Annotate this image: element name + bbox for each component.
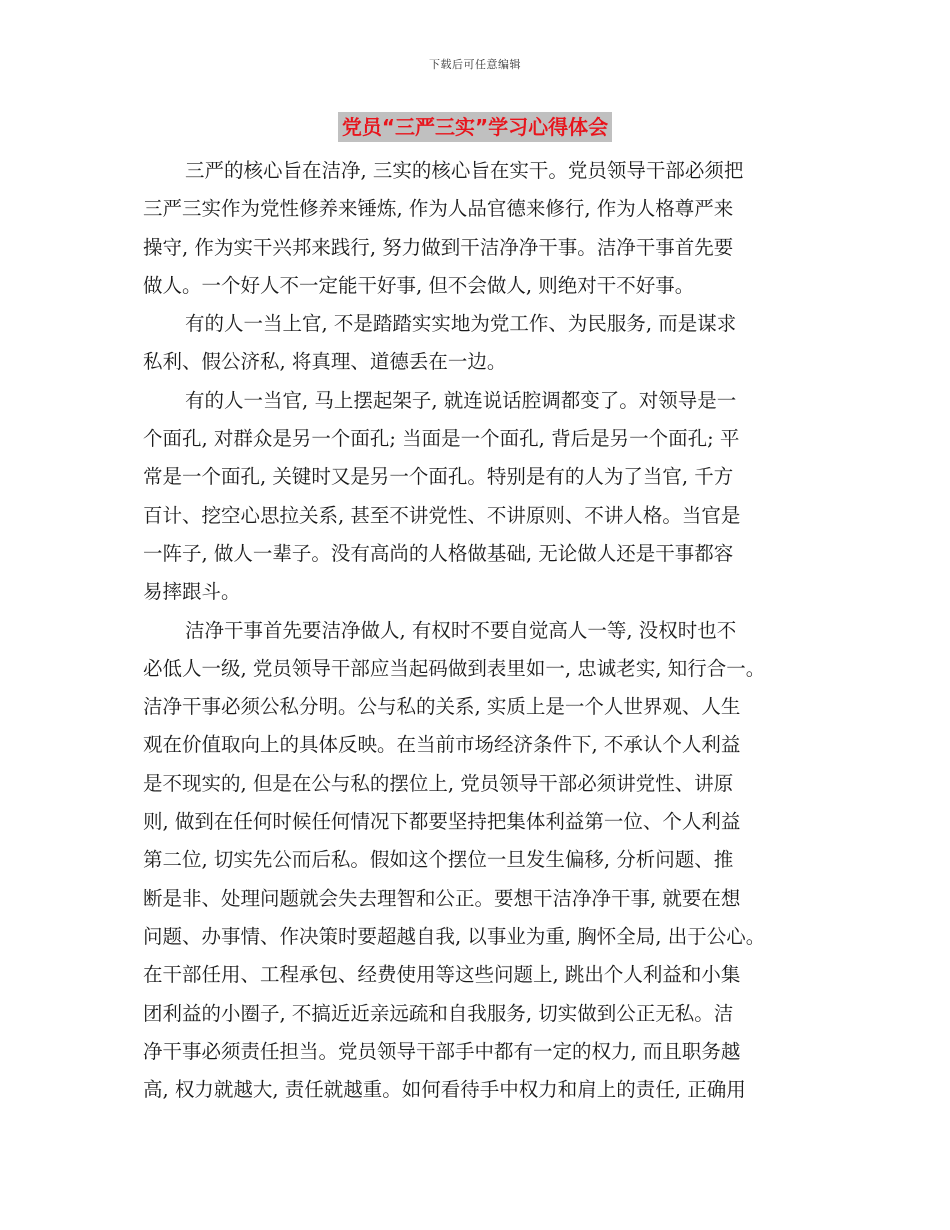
text-line: 是不现实的, 但是在公与私的摆位上, 党员领导干部必须讲党性、讲原 (143, 771, 734, 795)
text-line: 则, 做到在任何时候任何情况下都要坚持把集体利益第一位、个人利益 (143, 810, 741, 834)
text-line: 洁净干事首先要洁净做人, 有权时不要自觉高人一等, 没权时也不 (185, 618, 737, 642)
text-line: 三严三实作为党性修养来锤炼, 作为人品官德来修行, 作为人格尊严来 (143, 197, 734, 221)
text-line: 断是非、处理问题就会失去理智和公正。要想干洁净净干事, 就要在想 (143, 886, 741, 910)
text-line: 问题、办事情、作决策时要超越自我, 以事业为重, 胸怀全局, 出于公心。 (143, 924, 766, 948)
header-note: 下载后可任意编辑 (429, 58, 521, 71)
text-line: 观在价值取向上的具体反映。在当前市场经济条件下, 不承认个人利益 (143, 733, 741, 757)
title-wrap (0, 112, 950, 142)
text-line: 有的人一当上官, 不是踏踏实实地为党工作、为民服务, 而是谋求 (185, 312, 737, 336)
text-line: 私利、假公济私, 将真理、道德丢在一边。 (143, 350, 507, 374)
text-line: 高, 权力就越大, 责任就越重。如何看待手中权力和肩上的责任, 正确用 (143, 1078, 746, 1102)
text-line: 操守, 作为实干兴邦来践行, 努力做到干洁净净干事。洁净干事首先要 (143, 235, 734, 259)
text-line: 易摔跟斗。 (143, 580, 241, 604)
text-line: 百计、挖空心思拉关系, 甚至不讲党性、不讲原则、不讲人格。当官是 (143, 503, 741, 527)
text-line: 有的人一当官, 马上摆起架子, 就连说话腔调都变了。对领导是一 (185, 388, 737, 412)
text-line: 在干部任用、工程承包、经费使用等这些问题上, 跳出个人利益和小集 (143, 963, 741, 987)
text-line: 净干事必须责任担当。党员领导干部手中都有一定的权力, 而且职务越 (143, 1039, 741, 1063)
document-body (143, 152, 808, 1109)
text-line: 个面孔, 对群众是另一个面孔; 当面是一个面孔, 背后是另一个面孔; 平 (143, 427, 740, 451)
text-line: 团利益的小圈子, 不搞近近亲远疏和自我服务, 切实做到公正无私。洁 (143, 1001, 734, 1025)
text-line: 必低人一级, 党员领导干部应当起码做到表里如一, 忠诚老实, 知行合一。 (143, 656, 766, 680)
text-line: 常是一个面孔, 关键时又是另一个面孔。特别是有的人为了当官, 千方 (143, 465, 734, 489)
text-line: 三严的核心旨在洁净, 三实的核心旨在实干。党员领导干部必须把 (185, 159, 744, 182)
text-line: 一阵子, 做人一辈子。没有高尚的人格做基础, 无论做人还是干事都容 (143, 541, 734, 565)
text-line: 做人。一个好人不一定能干好事, 但不会做人, 则绝对干不好事。 (143, 273, 695, 297)
document-title: 党员“三严三实”学习心得体会 (338, 112, 612, 142)
text-line: 第二位, 切实先公而后私。假如这个摆位一旦发生偏移, 分析问题、推 (143, 848, 734, 872)
text-line: 洁净干事必须公私分明。公与私的关系, 实质上是一个人世界观、人生 (143, 695, 741, 719)
